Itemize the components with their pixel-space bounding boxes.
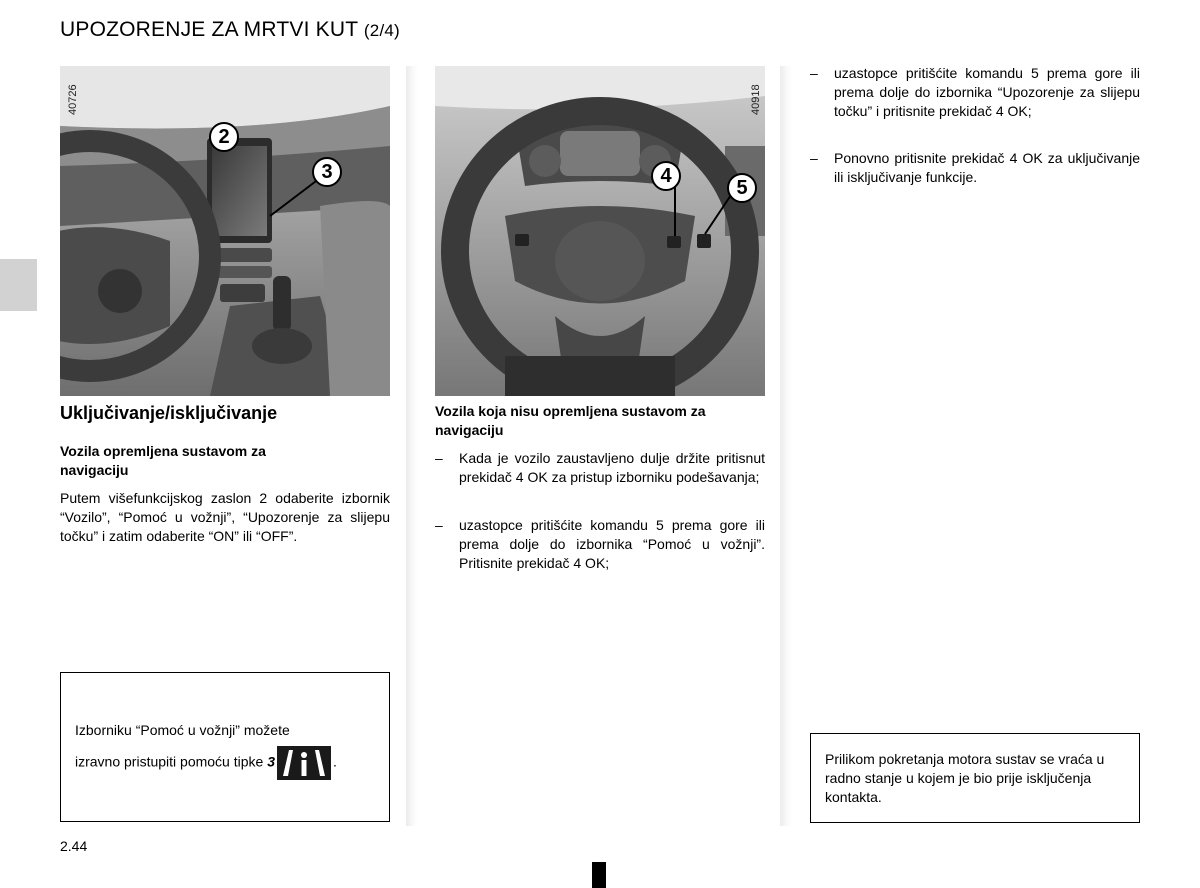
page-title — [60, 18, 400, 42]
note-left-prefix: izravno pristupiti pomoću tipke — [75, 753, 264, 770]
note-box-left — [60, 672, 390, 822]
figure-code: 40918 — [750, 84, 762, 115]
title-page-indicator: (2/4) — [363, 21, 400, 40]
callout-3: 3 — [312, 157, 342, 187]
dashboard-photo — [60, 66, 390, 396]
subheading-no-nav: Vozila koja nisu opremljena sustavom za navigaciju — [435, 403, 706, 438]
title-text: UPOZORENJE ZA MRTVI KUT — [60, 18, 358, 41]
note-left-line2 — [75, 746, 385, 780]
note-left-key-number: 3 — [267, 753, 275, 770]
section-tab — [0, 259, 37, 311]
section-heading: Uključivanje/isključivanje — [60, 403, 278, 423]
callout-2: 2 — [209, 122, 239, 152]
subheading-nav: Vozila opremljena sustavom za navigaciju — [60, 443, 266, 478]
callout-4: 4 — [651, 161, 681, 191]
callout-5: 5 — [727, 173, 757, 203]
list-item-text: Kada je vozilo zaustavljeno dulje držite pritisnut prekidač 4 OK za pristup izborniku podešavanja; — [459, 450, 765, 485]
figure-code: 40726 — [67, 84, 79, 115]
list-item-text: uzastopce pritišćite komandu 5 prema gore ili prema dolje do izbornika “Pomoć u vožnji”. Pritisnite prekidač 4 OK; — [459, 517, 765, 571]
note-left-line1: Izborniku “Pomoć u vožnji” možete — [75, 722, 290, 738]
page-number: 2.44 — [60, 838, 88, 854]
column-divider — [780, 66, 792, 826]
page-edge-marker — [592, 862, 606, 888]
list-item-text: uzastopce pritišćite komandu 5 prema gore ili prema dolje do izbornika “Upozorenje za slijepu točku” i pritisnite prekidač 4 OK; — [834, 65, 1140, 119]
note-left-suffix: . — [333, 753, 337, 770]
note-box-right — [810, 733, 1140, 823]
paragraph-nav: Putem višefunkcijskog zaslon 2 odaberite izbornik “Vozilo”, “Pomoć u vožnji”, “Upozorenje za slijepu točku” i zatim odaberite “ON” ili “OFF”. — [60, 490, 390, 544]
list-item-text: Ponovno pritisnite prekidač 4 OK za uključivanje ili isključivanje funkcije. — [834, 150, 1140, 185]
column-divider — [406, 66, 418, 826]
steering-wheel-photo — [435, 66, 765, 396]
driving-assistance-key-icon — [277, 746, 331, 780]
note-right-text: Prilikom pokretanja motora sustav se vraća u radno stanje u kojem je bio prije isključenja kontakta. — [825, 751, 1105, 805]
